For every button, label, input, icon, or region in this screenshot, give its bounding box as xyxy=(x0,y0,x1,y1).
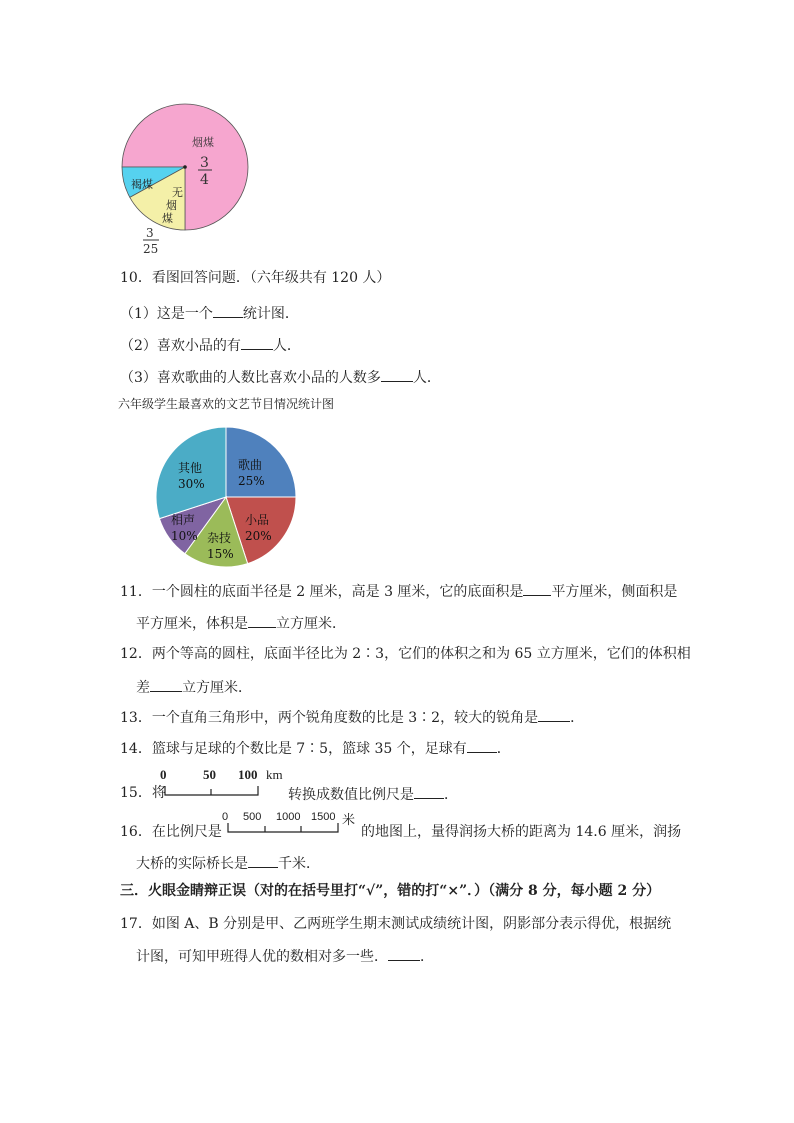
slice-acrobatics-label: 杂技 xyxy=(207,531,232,545)
section3-title: 三．火眼金睛辩正误（对的在括号里打“√”，错的打“×”．）（满分 8 分，每小题 2 分） xyxy=(120,883,661,899)
q17-line2: 计图，可知甲班得人优的数相对多一些． ． xyxy=(136,945,434,967)
q15-b: 转换成数值比例尺是 ． xyxy=(288,783,458,805)
q11-line1: 11．一个圆柱的底面半径是 2 厘米，高是 3 厘米，它的底面积是 平方厘米，侧面积是 xyxy=(120,580,677,602)
q17-line1: 17．如图 A、B 分别是甲、乙两班学生期末测试成绩统计图，阴影部分表示得优，根据统 xyxy=(120,916,672,932)
slice-song-percent: 25% xyxy=(238,474,265,488)
slice-skit-label: 小品 xyxy=(245,513,270,527)
q12-line2: 差 立方厘米． xyxy=(136,676,252,698)
q12-line1: 12．两个等高的圆柱，底面半径比为 2∶3，它们的体积之和为 65 立方厘米，它们的体积相 xyxy=(120,646,691,662)
slice-other-percent: 30% xyxy=(178,477,205,491)
q16-b: 的地图上，量得润扬大桥的距离为 14.6 厘米，润扬 xyxy=(361,824,682,840)
q10-sub3: （3）喜欢歌曲的人数比喜欢小品的人数多 人． xyxy=(120,366,441,388)
slice-label-anthracite-1: 无 xyxy=(172,186,183,199)
scale16-label-500: 500 xyxy=(243,811,262,823)
slice-crosstalk-label: 相声 xyxy=(171,513,196,527)
scale16-label-0: 0 xyxy=(222,811,229,823)
q15-a: 15．将 xyxy=(120,785,166,801)
pie2-title: 六年级学生最喜欢的文艺节目情况统计图 xyxy=(118,397,335,411)
scale15-label-50: 50 xyxy=(203,767,216,782)
scale15-label-100: 100 xyxy=(238,767,258,782)
q14: 14．篮球与足球的个数比是 7∶5，篮球 35 个，足球有 ． xyxy=(120,737,511,759)
scale15-label-0: 0 xyxy=(160,767,167,782)
scale16-unit: 米 xyxy=(342,813,356,828)
slice-fraction-num: 3 xyxy=(200,155,209,171)
scale15-unit: km xyxy=(266,767,283,782)
slice-label-anthracite-2: 烟 xyxy=(166,199,177,212)
bottom-fraction-num: 3 xyxy=(146,226,154,240)
q10-sub2: （2）喜欢小品的有 人． xyxy=(120,334,301,356)
q16-line2: 大桥的实际桥长是 千米． xyxy=(136,852,320,874)
bottom-fraction-den: 25 xyxy=(143,242,159,256)
answer-blank[interactable] xyxy=(388,945,420,961)
slice-label-bituminous: 烟煤 xyxy=(192,136,214,149)
scale16-label-1500: 1500 xyxy=(311,811,336,823)
slice-skit-percent: 20% xyxy=(245,529,272,543)
answer-blank[interactable] xyxy=(248,852,278,868)
slice-crosstalk-percent: 10% xyxy=(171,529,198,543)
slice-fraction-den: 4 xyxy=(200,172,209,188)
slice-other-label: 其他 xyxy=(178,461,203,475)
slice-acrobatics-percent: 15% xyxy=(207,547,234,561)
slice-label-anthracite-3: 煤 xyxy=(162,212,173,225)
q10-sub1: （1）这是一个 统计图． xyxy=(120,302,299,324)
scale16-label-1000: 1000 xyxy=(276,811,301,823)
q13: 13．一个直角三角形中，两个锐角度数的比是 3∶2，较大的锐角是 ． xyxy=(120,706,584,728)
slice-song-label: 歌曲 xyxy=(238,458,263,472)
q10-title: 10．看图回答问题．（六年级共有 120 人） xyxy=(120,270,391,286)
slice-label-lignite: 褐煤 xyxy=(131,178,153,191)
q11-line2: 平方厘米，体积是 立方厘米． xyxy=(136,612,346,634)
q16-a: 16．在比例尺是 xyxy=(120,824,222,840)
